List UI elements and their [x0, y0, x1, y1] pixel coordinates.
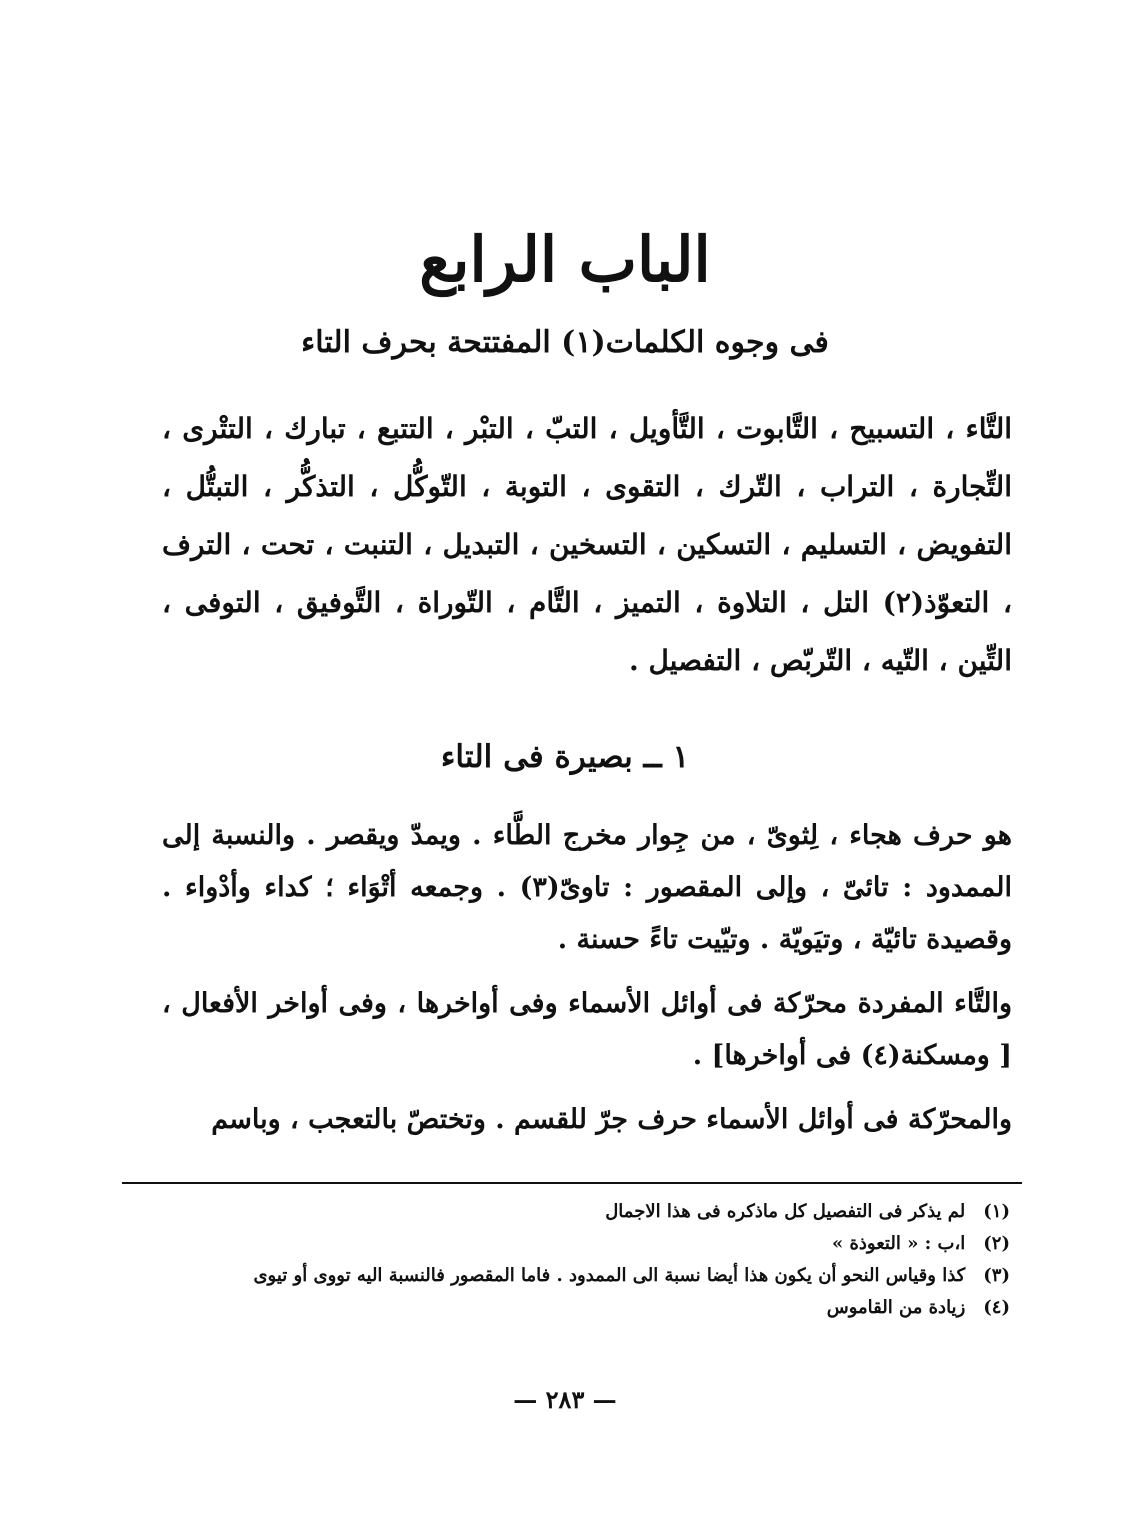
- section-heading: ١ ــ بصيرة فى التاء: [440, 739, 690, 775]
- footnote-number: (٢): [983, 1233, 1010, 1254]
- footnote-text: ا،ب : « التعوذة »: [831, 1233, 966, 1254]
- chapter-subtitle: فى وجوه الكلمات(١) المفتتحة بحرف التاء: [301, 325, 829, 360]
- page-number: — ٢٨٣ —: [513, 1385, 617, 1414]
- footnote: [150, 1260, 1010, 1292]
- footnote-number: (٣): [983, 1265, 1010, 1286]
- footnote-text: زيادة من القاموس: [826, 1297, 966, 1318]
- footnote-divider: [122, 1182, 1022, 1184]
- chapter-title: الباب الرابع: [419, 223, 711, 296]
- paragraph: والمحرّكة فى أوائل الأسماء حرف جرّ للقسم . وتختصّ بالتعجب ، وباسم: [211, 1104, 1012, 1135]
- intro-word-list: التَّاء ، التسبيح ، التَّابوت ، التَّأويل ، التبّ ، التبْر ، التتبع ، تبارك ، التتْرى ، التِّجارة ، التراب ، التّرك ، التقوى ، التوبة ، التّوكُّل ، التذكُّر ، التبتُّل ، التفويض ، التسليم ، التسكين ، التسخين ، التبديل ، التنبت ، تحت ، الترف ، التعوّذ(٢) التل ، التلاوة ، التميز ، التَّام ، التّوراة ، التَّوفيق ، التوفى ، التِّين ، التّيه ، التّربّص ، التفصيل .: [162, 412, 1012, 677]
- body-text: [162, 810, 1012, 1158]
- footnote-number: (١): [983, 1201, 1010, 1222]
- footnote: [150, 1196, 1010, 1228]
- footnote-text: كذا وقياس النحو أن يكون هذا أيضا نسبة الى الممدود . فاما المقصور فالنسبة اليه تووى أو تيوى: [253, 1265, 966, 1286]
- footnotes: [150, 1196, 1010, 1324]
- footnote: [150, 1228, 1010, 1260]
- paragraph: هو حرف هجاء ، لِثوىّ ، من جِوار مخرج الطَّاء . ويمدّ ويقصر . والنسبة إلى الممدود : تائىّ ، وإلى المقصور : تاوىّ(٣) . وجمعه أتْوَاء ؛ كداء وأدْواء . وقصيدة تائيّة ، وتيَويّة . وتيّيت تاءً حسنة .: [162, 820, 1012, 955]
- paragraph: والتَّاء المفردة محرّكة فى أوائل الأسماء وفى أواخرها ، وفى أواخر الأفعال ، [ ومسكنة(٤) فى أواخرها] .: [162, 988, 1012, 1071]
- footnote: [150, 1292, 1010, 1324]
- footnote-number: (٤): [983, 1297, 1010, 1318]
- footnote-text: لم يذكر فى التفصيل كل ماذكره فى هذا الاجمال: [605, 1201, 966, 1222]
